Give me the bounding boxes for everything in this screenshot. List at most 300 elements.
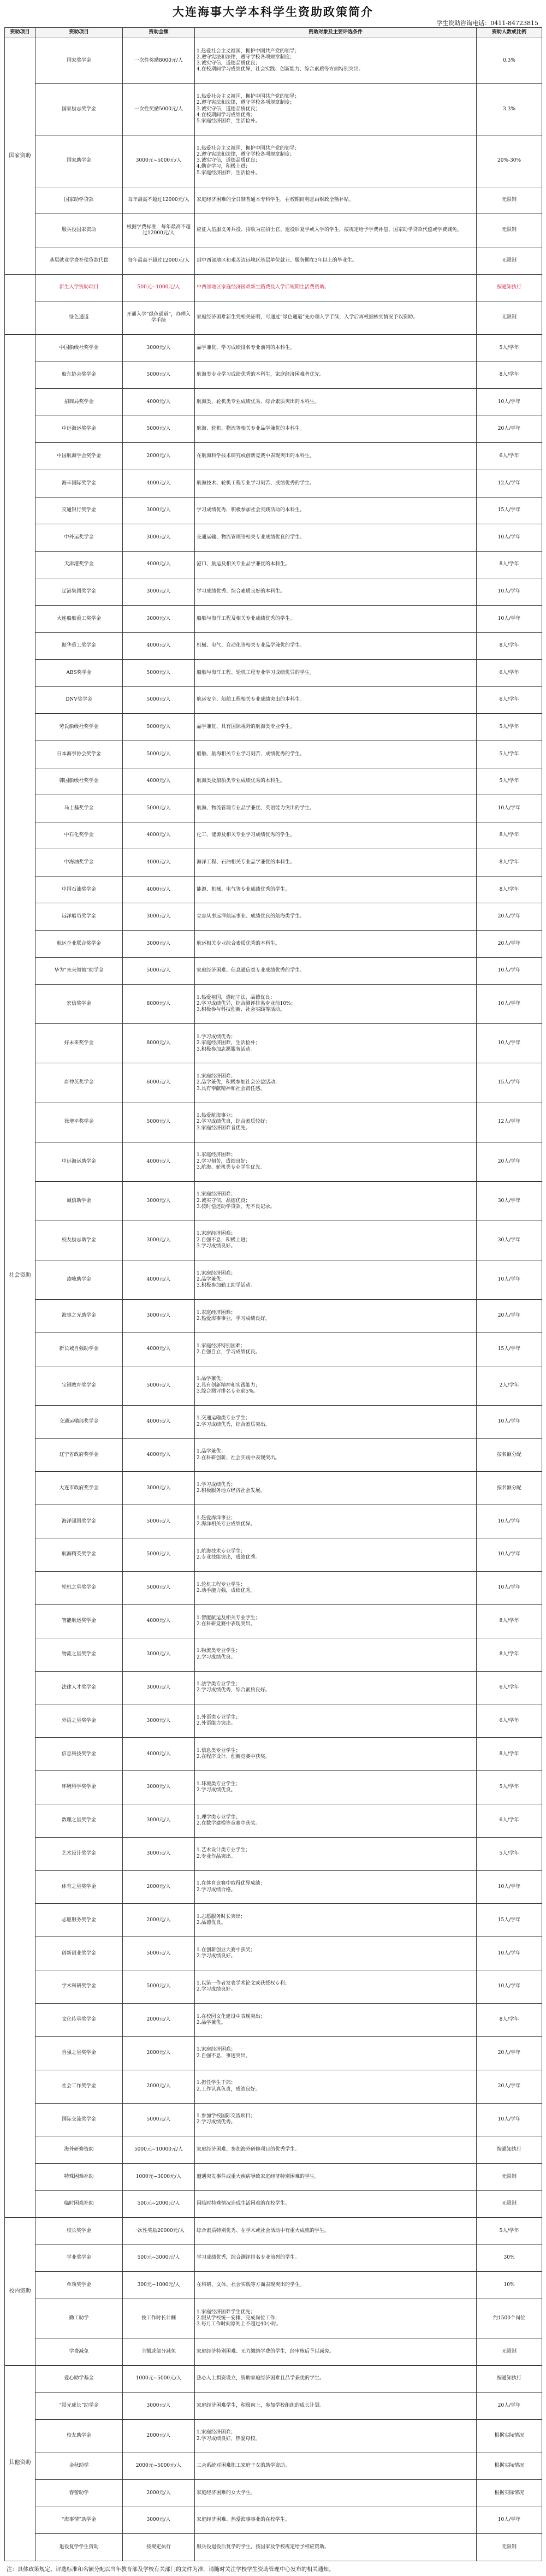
cell-name: 绿色通道 [35, 301, 123, 335]
cell-amount: 5000元/人 [123, 714, 195, 741]
table-row [5, 2136, 542, 2164]
cell-name: 远洋船员奖学金 [35, 903, 123, 931]
cell-name: 中海油奖学金 [35, 849, 123, 877]
cell-ratio: 根据实际情况 [477, 2480, 542, 2507]
cell-amount: 5000元/人 [123, 1538, 195, 1572]
cell-amount: 5000元/人 [123, 1937, 195, 1970]
cell-name: 智能航运奖学金 [35, 1604, 123, 1638]
cell-name: 海外研修资助 [35, 2136, 123, 2164]
table-row [5, 578, 542, 606]
table-row [5, 2272, 542, 2299]
table-row [5, 1638, 542, 1671]
cell-req: 1.在校园文化建设中表现突出； 2.品学兼优。 [195, 2003, 477, 2036]
cell-amount: 5000元/人 [123, 795, 195, 822]
table-row [5, 1181, 542, 1221]
cell-ratio: 12人/学年 [477, 1103, 542, 1142]
cell-req: 家庭经济困难新生凭相关证明，可通过“绿色通道”先办理入学手续，入学后再根据核实情况予以资助。 [195, 301, 477, 335]
table-row [5, 1870, 542, 1904]
cell-ratio: 6人/学年 [477, 660, 542, 687]
cell-ratio: 5人/学年 [477, 1771, 542, 1804]
cell-name: 中国石油奖学金 [35, 876, 123, 903]
cell-ratio: 20人/学年 [477, 1300, 542, 1333]
cell-amount: 4000元/人 [123, 1405, 195, 1438]
cell-amount: 5000元/人 [123, 2103, 195, 2136]
table-row [5, 1405, 542, 1438]
cell-name: 海丰国际奖学金 [35, 470, 123, 497]
table-row [5, 1771, 542, 1804]
cell-amount: 5000元/人 [123, 362, 195, 389]
cell-name: 基层就业学费补偿贷款代偿 [35, 247, 123, 274]
cell-amount: 3000元/人 [123, 497, 195, 524]
cell-ratio: 按通知执行 [477, 274, 542, 301]
table-row [5, 274, 542, 301]
table-row [5, 2003, 542, 2036]
cell-ratio: 5人/学年 [477, 1837, 542, 1870]
cell-amount: 5000元/人 [123, 957, 195, 985]
cell-name: 国家励志奖学金 [35, 84, 123, 135]
table-row [5, 1505, 542, 1538]
cell-amount: 按规定执行 [123, 2534, 195, 2561]
cell-amount: 3000元/人 [123, 1704, 195, 1738]
cell-name: 国家助学贷款 [35, 187, 123, 214]
table-row [5, 768, 542, 795]
cell-amount: 6000元/人 [123, 1063, 195, 1103]
cell-ratio: 20人/学年 [477, 1142, 542, 1181]
table-row [5, 741, 542, 768]
cell-req: 1.志愿服务时长突出； 2.品德优良。 [195, 1904, 477, 1937]
cell-req: 1.航海技术专业学生； 2.专业技能突出，成绩优秀。 [195, 1538, 477, 1572]
cell-ratio: 30人/学年 [477, 1181, 542, 1221]
cell-req: 服兵役退役后复学的学生，按国家及学校规定给予相应资助。 [195, 2534, 477, 2561]
cell-name: 法律人才奖学金 [35, 1671, 123, 1704]
cell-ratio: 20人/学年 [477, 416, 542, 443]
cell-amount: 2000元/人 [123, 2003, 195, 2036]
cell-name: 唐仲英奖学金 [35, 1063, 123, 1103]
cell-ratio: 15人/学年 [477, 1333, 542, 1366]
cell-amount: 4000元/人 [123, 1604, 195, 1638]
table-row [5, 1300, 542, 1333]
table-row [5, 38, 542, 84]
cell-ratio: 5人/学年 [477, 741, 542, 768]
cell-amount: 根据学费标准，每年最高不超过12000元/人 [123, 214, 195, 247]
cell-req: 1.在体育竞赛中取得优异成绩； 2.学习成绩合格。 [195, 1870, 477, 1904]
table-row [5, 1904, 542, 1937]
cell-amount: 5000元/人 [123, 1572, 195, 1605]
cell-ratio: 10人/学年 [477, 1970, 542, 2004]
cell-ratio: 8人/学年 [477, 1738, 542, 1771]
cell-amount: 5000元/人 [123, 1970, 195, 2004]
cell-amount: 3000元/人 [123, 1804, 195, 1837]
cell-amount: 开通入学“绿色通道”，办理入学手续 [123, 301, 195, 335]
cell-ratio: 6人/学年 [477, 443, 542, 470]
cell-req: 航运相关专业综合素质优秀的本科生。 [195, 931, 477, 958]
cell-req: 1.家庭经济困难； 2.品学兼优； 3.积极参加勤工助学活动。 [195, 1260, 477, 1299]
cell-name: 交通运输部奖学金 [35, 1405, 123, 1438]
table-header-row [5, 28, 542, 38]
cell-ratio: 8人/学年 [477, 1638, 542, 1671]
cell-req: 工会系统对困难职工家庭子女的助学资助。 [195, 2453, 477, 2480]
cell-ratio: 8人/学年 [477, 632, 542, 660]
cell-req: 到中西部地区和艰苦边远地区基层单位就业、服务期在3年以上的毕业生。 [195, 247, 477, 274]
table-row [5, 660, 542, 687]
cell-name: 振华重工奖学金 [35, 632, 123, 660]
cell-amount: 500元~1000元/人 [123, 274, 195, 301]
cell-req: 船舶、航海相关专业学习刻苦、成绩优秀的学生。 [195, 741, 477, 768]
cell-name: 交通银行奖学金 [35, 497, 123, 524]
cell-req: 能源、机械、电气等专业成绩优秀的学生。 [195, 876, 477, 903]
cell-req: 家庭经济困难、参加海外研修项目的优秀学生。 [195, 2136, 477, 2164]
cell-req: 1.理学类专业学生； 2.在数学建模等竞赛中获奖。 [195, 1804, 477, 1837]
cell-ratio: 10人/学年 [477, 1937, 542, 1970]
cell-amount: 3000元/人 [123, 1181, 195, 1221]
cell-ratio: 8人/学年 [477, 849, 542, 877]
cell-amount: 5000元/人 [123, 1366, 195, 1405]
footnote: 注：具体政策规定、评选标准和名额分配以当年教育部及学校有关部门的文件为准，请随时关注学校学生资助管理中心发布的相关通知。 [7, 2567, 334, 2573]
cell-req: 航运安全、船舶工程相关专业成绩突出的本科生。 [195, 686, 477, 714]
cell-ratio: 按通知执行 [477, 2365, 542, 2393]
table-row [5, 2190, 542, 2218]
cell-name: 学术科研奖学金 [35, 1970, 123, 2004]
cell-amount: 8000元/人 [123, 985, 195, 1024]
table-row [5, 551, 542, 578]
cell-name: 宝钢教育奖学金 [35, 1366, 123, 1405]
cell-amount: 4000元/人 [123, 1333, 195, 1366]
cell-name: 社会工作奖学金 [35, 2070, 123, 2103]
cell-name: 勤工助学 [35, 2299, 123, 2338]
cell-name: 环境科学奖学金 [35, 1771, 123, 1804]
cell-req: 航海类、轮机类专业成绩优秀、综合素质突出的本科生。 [195, 389, 477, 416]
cell-amount: 5000元/人 [123, 686, 195, 714]
cell-amount: 4000元/人 [123, 632, 195, 660]
cell-req: 航海类及船舶类专业成绩优秀的本科生。 [195, 768, 477, 795]
cell-req: 品学兼优、学习成绩排名专业前列的本科生。 [195, 335, 477, 362]
table-row [5, 2163, 542, 2190]
cell-ratio: 20%-30% [477, 135, 542, 187]
cell-ratio: 10人/学年 [477, 2507, 542, 2534]
cell-ratio: 6人/学年 [477, 1671, 542, 1704]
table-row [5, 985, 542, 1024]
cell-name: 中国船级社奖学金 [35, 335, 123, 362]
cell-amount: 5000元/人 [123, 416, 195, 443]
cell-req: 1.品学兼优； 2.在科研创新、社会实践中表现突出。 [195, 1438, 477, 1472]
cell-req: 港口、航运及相关专业品学兼优的本科生。 [195, 551, 477, 578]
header-ratio: 资助人数或比例 [477, 28, 542, 38]
cell-ratio: 无限制 [477, 301, 542, 335]
cell-amount: 2000元/人 [123, 1904, 195, 1937]
cell-amount: 3000元/人 [123, 605, 195, 632]
cell-amount: 5000元/人 [123, 1103, 195, 1142]
cell-req: 1.以第一作者发表学术论文或获授权专利； 2.学习成绩良好。 [195, 1970, 477, 2004]
cell-amount: 2000元/人 [123, 443, 195, 470]
cell-amount: 3000元/人 [123, 1837, 195, 1870]
cell-name: 国家助学金 [35, 135, 123, 187]
cell-req: 1.热爱海洋事业； 2.海洋相关专业成绩优异。 [195, 1505, 477, 1538]
cell-ratio: 根据实际情况 [477, 2419, 542, 2453]
category-cell: 校内资助 [5, 2218, 35, 2365]
cell-name: “阳光成长”助学金 [35, 2393, 123, 2420]
table-row [5, 1260, 542, 1299]
cell-amount: 2000元/人 [123, 1870, 195, 1904]
table-row [5, 686, 542, 714]
cell-req: 家庭经济困难的全日制普通本专科学生，在校期间利息由财政全额补贴。 [195, 187, 477, 214]
cell-name: 日本海事协会奖学金 [35, 741, 123, 768]
cell-ratio: 按通知执行 [477, 2136, 542, 2164]
cell-amount: 4000元/人 [123, 768, 195, 795]
cell-ratio: 12人/学年 [477, 470, 542, 497]
cell-name: 诚信助学金 [35, 1181, 123, 1221]
table-row [5, 2419, 542, 2453]
cell-req: 在航海科学技术研究或创新竞赛中表现突出的本科生。 [195, 443, 477, 470]
cell-req: 1.信息类专业学生； 2.在程序设计、创新竞赛中获奖。 [195, 1738, 477, 1771]
cell-req: 交通运输、物流管理等相关专业成绩优良的学生。 [195, 524, 477, 552]
cell-name: 海洋强国奖学金 [35, 1505, 123, 1538]
cell-req: 因临时特殊情况造成生活困难的在校学生。 [195, 2190, 477, 2218]
table-row [5, 1804, 542, 1837]
category-cell [5, 274, 35, 334]
cell-name: 好未来奖学金 [35, 1024, 123, 1063]
cell-req: 1.品学兼优； 2.具有创新精神和实践能力； 3.综合测评排名专业前5%。 [195, 1366, 477, 1405]
cell-ratio: 无限制 [477, 2190, 542, 2218]
cell-amount: 3000元/人 [123, 335, 195, 362]
table-row [5, 214, 542, 247]
cell-ratio: 30% [477, 2245, 542, 2272]
cell-name: 劳氏船级社奖学金 [35, 714, 123, 741]
cell-name: 徐增平奖学金 [35, 1103, 123, 1142]
cell-name: 中石化奖学金 [35, 822, 123, 849]
table-row [5, 931, 542, 958]
cell-amount: 300元~1000元/人 [123, 2272, 195, 2299]
cell-req: 综合素质特别优秀、在学术或社会活动中有重大成就的学生。 [195, 2218, 477, 2245]
table-row [5, 335, 542, 362]
cell-amount: 4000元/人 [123, 849, 195, 877]
cell-name: 志愿服务奖学金 [35, 1904, 123, 1937]
cell-req: 化工、能源及相关专业学习成绩优秀的学生。 [195, 822, 477, 849]
cell-amount: 每年最高不超过12000元/人 [123, 187, 195, 214]
cell-ratio: 8人/学年 [477, 551, 542, 578]
cell-ratio: 10人/学年 [477, 1870, 542, 1904]
cell-ratio: 无限制 [477, 2534, 542, 2561]
table-row [5, 2103, 542, 2136]
table-row [5, 1063, 542, 1103]
table-row [5, 903, 542, 931]
cell-ratio: 10人/学年 [477, 389, 542, 416]
cell-amount: 4000元/人 [123, 1438, 195, 1472]
table-row [5, 1937, 542, 1970]
cell-req: 家庭经济特别困难、无力缴纳学费的学生，经审核后予以减免。 [195, 2338, 477, 2366]
cell-ratio: 10人/学年 [477, 1538, 542, 1572]
cell-req: 1.家庭经济困难； 2.品学兼优，积极参加社会公益活动； 3.具有奉献精神和社会责任感。 [195, 1063, 477, 1103]
cell-amount: 2000元/人 [123, 2036, 195, 2070]
cell-amount: 4000元/人 [123, 470, 195, 497]
cell-amount: 2000元/人 [123, 2480, 195, 2507]
contact-phone: 学生资助咨询电话：0411-84723815 [436, 20, 538, 27]
cell-req: 1.法学类专业学生； 2.学习成绩优秀，综合素质良好。 [195, 1671, 477, 1704]
cell-req: 航海类专业学习成绩优秀的本科生，家庭经济困难者优先。 [195, 362, 477, 389]
cell-name: 新长城自强助学金 [35, 1333, 123, 1366]
cell-req: 1.家庭经济困难； 2.诚实守信，品德优良； 3.按时偿还助学贷款，无不良记录。 [195, 1181, 477, 1221]
table-row [5, 1970, 542, 2004]
cell-name: 航海精英奖学金 [35, 1538, 123, 1572]
table-row [5, 876, 542, 903]
table-row [5, 1438, 542, 1472]
table-row [5, 135, 542, 187]
cell-name: 华为“未来领袖”助学金 [35, 957, 123, 985]
cell-ratio: 无限制 [477, 247, 542, 274]
cell-req: 1.家庭经济特别困难； 2.自强自立，学习成绩优良。 [195, 1333, 477, 1366]
cell-name: 退役复学学生资助 [35, 2534, 123, 2561]
cell-ratio: 10人/学年 [477, 985, 542, 1024]
cell-req: 船舶与海洋工程、轮机工程专业学习成绩优异的学生。 [195, 660, 477, 687]
cell-ratio: 15人/学年 [477, 497, 542, 524]
cell-ratio: 6人/学年 [477, 686, 542, 714]
cell-amount: 3000元/人 [123, 903, 195, 931]
cell-name: 凌峰助学金 [35, 1260, 123, 1299]
cell-req: 1.家庭经济困难； 2.学习刻苦，成绩良好； 3.航海、轮机类专业学生优先。 [195, 1142, 477, 1181]
cell-req: 家庭经济困难学生，积极向上，参加学校组织的成长计划。 [195, 2393, 477, 2420]
cell-name: 船东协会奖学金 [35, 362, 123, 389]
cell-ratio: 10人/学年 [477, 1572, 542, 1605]
cell-ratio: 10人/学年 [477, 1260, 542, 1299]
cell-ratio: 5人/学年 [477, 2218, 542, 2245]
table-row [5, 470, 542, 497]
cell-amount: 按工作时长计酬 [123, 2299, 195, 2338]
cell-name: 国际交流奖学金 [35, 2103, 123, 2136]
table-row [5, 187, 542, 214]
table-row [5, 1333, 542, 1366]
cell-name: 外语之星奖学金 [35, 1704, 123, 1738]
cell-req: 1.热爱祖国，遵纪守法，品德优良； 2.学习成绩优异，综合测评排名专业前10%； 3.积极参与科技创新、社会实践等活动。 [195, 985, 477, 1024]
cell-amount: 每年最高不超过12000元/人 [123, 247, 195, 274]
table-row [5, 2365, 542, 2393]
cell-amount: 4000元/人 [123, 822, 195, 849]
table-row [5, 497, 542, 524]
cell-name: 校长奖学金 [35, 2218, 123, 2245]
table-row [5, 849, 542, 877]
cell-name: 金秋助学 [35, 2453, 123, 2480]
cell-req: 家庭经济困难的女大学生。 [195, 2480, 477, 2507]
cell-req: 1.热爱航海事业； 2.学习成绩优良，综合素质较好； 3.家庭经济困难者优先。 [195, 1103, 477, 1142]
page-title: 大连海事大学本科学生资助政策简介 [173, 5, 373, 19]
cell-name: 中远海运奖学金 [35, 416, 123, 443]
cell-amount: 1000元~5000元/人 [123, 2365, 195, 2393]
cell-name: 新生入学资助项目 [35, 274, 123, 301]
cell-req: 1.家庭经济困难； 2.自强不息，积极上进； 3.学习成绩良好。 [195, 1221, 477, 1260]
cell-amount: 3000元/人 [123, 1638, 195, 1671]
cell-name: 校友励志助学金 [35, 1221, 123, 1260]
cell-ratio: 5人/学年 [477, 335, 542, 362]
table-row [5, 389, 542, 416]
table-row [5, 1572, 542, 1605]
cell-ratio: 30人/学年 [477, 1221, 542, 1260]
cell-ratio: 5人/学年 [477, 768, 542, 795]
cell-req: 学习成绩优秀，积极参加社会实践活动的本科生。 [195, 497, 477, 524]
table-row [5, 301, 542, 335]
cell-req: 热心人士捐资设立，资助家庭经济困难且品学兼优的学生。 [195, 2365, 477, 2393]
cell-amount: 5000元/人 [123, 741, 195, 768]
table-row [5, 2534, 542, 2561]
cell-amount: 全额或部分减免 [123, 2338, 195, 2366]
table-row [5, 1142, 542, 1181]
cell-req: 中西部地区家庭经济困难新生路费及入学后短期生活费资助。 [195, 274, 477, 301]
cell-name: 中国航海学会奖学金 [35, 443, 123, 470]
cell-name: 马士基奖学金 [35, 795, 123, 822]
cell-amount: 2000元~5000元/人 [123, 2453, 195, 2480]
cell-name: 辽港集团奖学金 [35, 578, 123, 606]
cell-req: 品学兼优、具有国际视野的航海类专业学生。 [195, 714, 477, 741]
cell-req: 1.热爱社会主义祖国，拥护中国共产党的领导； 2.遵守宪法和法律，遵守学校各项规章制度； 3.诚实守信，道德品质优良； 4.在校期间学习成绩优秀； 5.家庭经济困难，生活俭朴。 [195, 84, 477, 135]
table-row [5, 632, 542, 660]
table-row [5, 2480, 542, 2507]
table-row [5, 957, 542, 985]
cell-ratio: 10人/学年 [477, 524, 542, 552]
cell-req: 1.热爱社会主义祖国，拥护中国共产党的领导； 2.遵守宪法和法律，遵守学校各项规章制度； 3.诚实守信，道德品质优良； 4.在校期间学习成绩优异，社会实践、创新能力、综合素质等方面特别突出。 [195, 38, 477, 84]
cell-name: 学费减免 [35, 2338, 123, 2366]
cell-amount: 4000元/人 [123, 1260, 195, 1299]
cell-amount: 500元~3000元/人 [123, 2245, 195, 2272]
cell-ratio: 20人/学年 [477, 931, 542, 958]
table-row [5, 2070, 542, 2103]
cell-amount: 3000元/人 [123, 1771, 195, 1804]
cell-amount: 8000元/人 [123, 1024, 195, 1063]
cell-req: 1.智能航运及相关专业学生； 2.在科研竞赛中表现突出。 [195, 1604, 477, 1638]
table-row [5, 2245, 542, 2272]
cell-ratio: 无限制 [477, 214, 542, 247]
cell-name: 大连船舶重工奖学金 [35, 605, 123, 632]
cell-req: 立志从事远洋航运事业、成绩优良的航海类学生。 [195, 903, 477, 931]
cell-req: 1.学习成绩优秀； 2.家庭经济困难，生活俭朴； 3.积极参加志愿服务活动。 [195, 1024, 477, 1063]
cell-amount: 4000元/人 [123, 551, 195, 578]
cell-req: 机械、电气、自动化等相关专业品学兼优的学生。 [195, 632, 477, 660]
table-row [5, 2338, 542, 2366]
cell-req: 遭遇突发事件或重大疾病导致家庭经济特别困难的学生。 [195, 2163, 477, 2190]
cell-ratio: 2人/学年 [477, 1366, 542, 1405]
cell-name: 服兵役国家资助 [35, 214, 123, 247]
cell-ratio: 10人/学年 [477, 2103, 542, 2136]
cell-name: 单项奖学金 [35, 2272, 123, 2299]
cell-req: 家庭经济困难、热爱海事事业的在校学生。 [195, 2507, 477, 2534]
cell-req: 1.家庭经济困难； 2.学习成绩良好，热爱母校。 [195, 2419, 477, 2453]
table-row [5, 795, 542, 822]
cell-ratio: 0.3% [477, 38, 542, 84]
cell-ratio: 10人/学年 [477, 605, 542, 632]
cell-name: 招商局奖学金 [35, 389, 123, 416]
cell-ratio: 20人/学年 [477, 2393, 542, 2420]
cell-name: 创新创业奖学金 [35, 1937, 123, 1970]
cell-req: 1.学习成绩优秀； 2.积极服务地方经济社会发展。 [195, 1472, 477, 1505]
cell-amount: 3000元/人 [123, 1671, 195, 1704]
cell-req: 家庭经济困难、信息通信类专业成绩优秀的学生。 [195, 957, 477, 985]
cell-ratio: 10人/学年 [477, 1024, 542, 1063]
cell-amount: 一次性奖励8000元/人 [123, 38, 195, 84]
cell-req: 1.艺术设计类专业学生； 2.专业作品突出。 [195, 1837, 477, 1870]
table-row [5, 362, 542, 389]
cell-name: 韩国船级社奖学金 [35, 768, 123, 795]
cell-ratio: 无限制 [477, 187, 542, 214]
table-row [5, 2218, 542, 2245]
header-requirements: 资助对象及主要评选条件 [195, 28, 477, 38]
cell-ratio: 10人/学年 [477, 957, 542, 985]
cell-req: 1.热爱社会主义祖国，拥护中国共产党的领导； 2.遵守宪法和法律，遵守学校各项规章制度； 3.诚实守信，道德品质优良； 4.勤奋学习，积极上进； 5.家庭经济困难，生活俭朴。 [195, 135, 477, 187]
header-amount: 资助金额 [123, 28, 195, 38]
cell-req: 1.家庭经济困难学生优先； 2.服从学校统一安排，完成岗位工作； 3.每月工作时间原则上不超过40小时。 [195, 2299, 477, 2338]
cell-amount: 3000元~5000元/人 [123, 135, 195, 187]
cell-amount: 3000元/人 [123, 2393, 195, 2420]
cell-ratio: 10人/学年 [477, 1405, 542, 1438]
cell-name: “海事情”助学金 [35, 2507, 123, 2534]
cell-req: 1.家庭经济困难； 2.自强不息，事迹突出。 [195, 2036, 477, 2070]
table-row [5, 2507, 542, 2534]
cell-amount: 3000元/人 [123, 2507, 195, 2534]
